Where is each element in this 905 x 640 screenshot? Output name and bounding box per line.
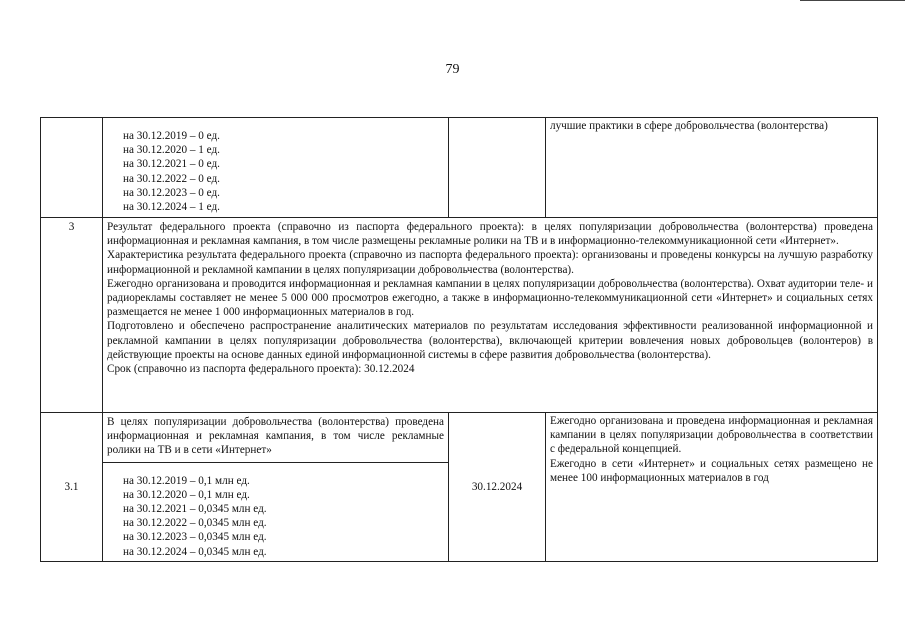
year-line: на 30.12.2019 – 0 ед. bbox=[123, 130, 220, 142]
result-paragraph: Ежегодно организована и проведена информационная и рекламная кампании в целях популяризации добровольчества в соответствии с федеральной концепцией. bbox=[550, 415, 873, 456]
result-paragraph: Ежегодно в сети «Интернет» и социальных сетях размещено не менее 100 информационных материалов в год bbox=[550, 457, 873, 484]
year-line: на 30.12.2021 – 0,0345 млн ед. bbox=[123, 503, 267, 516]
year-line: на 30.12.2024 – 1 ед. bbox=[123, 201, 220, 214]
row3-content-cell bbox=[103, 218, 878, 413]
paragraph: Ежегодно организована и проводится информационная и рекламная кампании в целях популяризации добровольчества (волонтерства). Охват аудитории теле- и радиорекламы составляет не менее 5 000 000 просмотров ежегодно, а также в информационно-телекоммуникационной сети «Интернет» и социальных сетях размещается не менее 1 000 информационных материалов в год. bbox=[107, 277, 873, 319]
result-cell bbox=[546, 413, 878, 562]
table-row bbox=[41, 118, 878, 218]
row-number: 3 bbox=[68, 221, 75, 233]
paragraph: Срок (справочно из паспорта федерального проекта): 30.12.2024 bbox=[107, 363, 415, 376]
year-line: на 30.12.2019 – 0,1 млн ед. bbox=[123, 474, 250, 487]
year-line: на 30.12.2020 – 0,1 млн ед. bbox=[123, 488, 250, 501]
paragraph: Подготовлено и обеспечено распространение аналитических материалов по результатам исследования эффективности реализованной информационной и рекламной кампании в целях популяризации добровольчества (волонтерства), включающей критерии вовлечения новых добровольцев (волонтеров) в действующие проекты на основе данных единой информационной системы в сфере развития добровольчества (волонтерства). bbox=[107, 320, 873, 361]
years-cell bbox=[103, 118, 449, 218]
top-edge-line bbox=[800, 0, 905, 1]
date-cell bbox=[449, 413, 546, 562]
year-line: на 30.12.2023 – 0 ед. bbox=[123, 186, 220, 199]
number-cell bbox=[41, 218, 103, 413]
year-line: на 30.12.2022 – 0 ед. bbox=[123, 172, 220, 185]
paragraph: Результат федерального проекта (справочно из паспорта федерального проекта): в целях популяризации добровольчества (волонтерства) проведена информационная и рекламная кампания, в том числе размещены рекламные ролики на ТВ и в информационно-телекоммуникационной сети «Интернет». bbox=[107, 221, 873, 248]
table-row bbox=[41, 218, 878, 413]
number-cell bbox=[41, 118, 103, 218]
document-table bbox=[40, 117, 878, 562]
row-number: 3.1 bbox=[64, 480, 79, 493]
result-cell bbox=[546, 118, 878, 218]
deadline-date: 30.12.2024 bbox=[471, 480, 523, 493]
date-cell bbox=[449, 118, 546, 218]
year-line: на 30.12.2020 – 1 ед. bbox=[123, 144, 220, 157]
year-line: на 30.12.2022 – 0,0345 млн ед. bbox=[123, 517, 267, 530]
result-text: лучшие практики в сфере добровольчества (волонтерства) bbox=[550, 120, 828, 132]
page-number: 79 bbox=[445, 62, 460, 77]
year-line: на 30.12.2021 – 0 ед. bbox=[123, 158, 220, 171]
year-line: на 30.12.2023 – 0,0345 млн ед. bbox=[123, 531, 267, 544]
description-text: В целях популяризации добровольчества (волонтерства) проведена информационная и рекламная кампания, в том числе рекламные ролики на ТВ и в сети «Интернет» bbox=[103, 413, 448, 463]
year-line: на 30.12.2024 – 0,0345 млн ед. bbox=[123, 545, 267, 558]
table-row bbox=[41, 413, 878, 562]
description-cell bbox=[103, 413, 449, 562]
paragraph: Характеристика результата федерального проекта (справочно из паспорта федерального проекта): организованы и проведены конкурсы на лучшую разработку информационной и рекламной кампании в целях популяризации добровольчества (волонтерства). bbox=[107, 249, 873, 276]
number-cell bbox=[41, 413, 103, 562]
